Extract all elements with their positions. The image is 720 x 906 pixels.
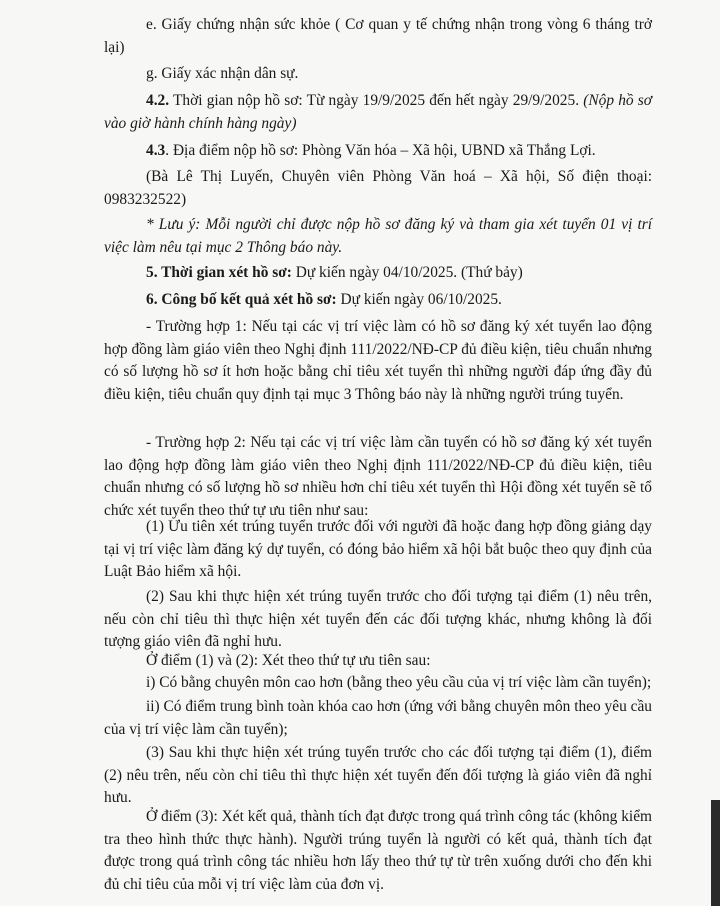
section-4-3 — [104, 140, 652, 163]
case-1-paragraph: - Trường hợp 1: Nếu tại các vị trí việc làm có hồ sơ đăng ký xét tuyển lao động hợp đồng làm giáo viên theo Nghị định 111/2022/NĐ-CP đủ điều kiện, tiêu chuẩn nhưng có số lượng hồ sơ ít hơn hoặc bằng chỉ tiêu xét tuyển thì những người đáp ứng đầy đủ điều kiện, tiêu chuẩn quy định tại mục 3 Thông báo này là những người trúng tuyển. — [104, 318, 652, 403]
contact-info: (Bà Lê Thị Luyến, Chuyên viên Phòng Văn hoá – Xã hội, Số điện thoại: 0983232522) — [104, 168, 652, 208]
point-2-paragraph: (2) Sau khi thực hiện xét trúng tuyển trước cho đối tượng tại điểm (1) nêu trên, nếu còn chỉ tiêu thì thực hiện xét tuyển đến các đối tượng khác, nhưng không là đối tượng giáo viên đã nghỉ hưu. — [104, 588, 652, 650]
section-4-3-number: 4.3 — [146, 142, 166, 159]
section-4-2-text: Thời gian nộp hồ sơ: Từ ngày 19/9/2025 đến hết ngày 29/9/2025. — [169, 92, 584, 109]
section-4-2 — [104, 90, 652, 135]
item-g: g. Giấy xác nhận dân sự. — [146, 65, 299, 82]
section-5-heading: 5. Thời gian xét hồ sơ: — [146, 264, 292, 281]
section-4-3-text: . Địa điểm nộp hồ sơ: Phòng Văn hóa – Xã hội, UBND xã Thắng Lợi. — [165, 142, 596, 159]
point-1-paragraph: (1) Ưu tiên xét trúng tuyển trước đối với người đã hoặc đang hợp đồng giảng dạy tại vị trí việc làm đăng ký dự tuyển, có đóng bảo hiểm xã hội bắt buộc theo quy định của Luật Bảo hiểm xã hội. — [104, 518, 652, 580]
priority-i: i) Có bằng chuyên môn cao hơn (bằng theo yêu cầu của vị trí việc làm cần tuyển); — [146, 674, 652, 691]
note: * Lưu ý: Mỗi người chỉ được nộp hồ sơ đăng ký và tham gia xét tuyển 01 vị trí việc làm nêu tại mục 2 Thông báo này. — [104, 216, 652, 256]
point-3-paragraph: (3) Sau khi thực hiện xét trúng tuyển trước cho các đối tượng tại điểm (1), điểm (2) nêu trên, nếu còn chỉ tiêu thì thực hiện xét tuyển đến đối tượng là giáo viên đã nghỉ hưu. — [104, 744, 652, 806]
section-5 — [104, 262, 652, 285]
page-edge-shadow — [711, 800, 720, 906]
priority-ii: ii) Có điểm trung bình toàn khóa cao hơn (ứng với bằng chuyên môn theo yêu cầu của vị trí việc làm cần tuyển); — [104, 698, 652, 738]
section-6 — [104, 289, 652, 312]
section-6-text: Dự kiến ngày 06/10/2025. — [336, 291, 502, 308]
point-3-evaluation: Ở điểm (3): Xét kết quả, thành tích đạt được trong quá trình công tác (không kiểm tra theo hình thức thực hành). Người trúng tuyển là người có kết quả, thành tích đạt được trong quá trình công tác nhiều hơn lấy theo thứ tự từ trên xuống dưới cho đến khi đủ chỉ tiêu của mỗi vị trí việc làm của đơn vị. — [104, 808, 652, 893]
points-1-2-priority: Ở điểm (1) và (2): Xét theo thứ tự ưu tiên sau: — [146, 652, 431, 669]
section-4-2-number: 4.2. — [146, 92, 170, 109]
case-2-paragraph: - Trường hợp 2: Nếu tại các vị trí việc làm cần tuyển có hồ sơ đăng ký xét tuyển lao động hợp đồng làm giáo viên theo Nghị định 111/2022/NĐ-CP đủ điều kiện, tiêu chuẩn nhưng có số lượng hồ sơ nhiều hơn chỉ tiêu xét tuyển thì Hội đồng xét tuyển sẽ tổ chức xét tuyển theo thứ tự ưu tiên như sau: — [104, 434, 652, 519]
section-5-text: Dự kiến ngày 04/10/2025. (Thứ bảy) — [291, 264, 523, 281]
section-6-heading: 6. Công bố kết quả xét hồ sơ: — [146, 291, 337, 308]
section-4-2-note: (Nộp hồ sơ vào giờ hành chính hàng ngày) — [104, 92, 652, 132]
item-e: e. Giấy chứng nhận sức khỏe ( Cơ quan y tế chứng nhận trong vòng 6 tháng trở lại) — [104, 16, 652, 56]
